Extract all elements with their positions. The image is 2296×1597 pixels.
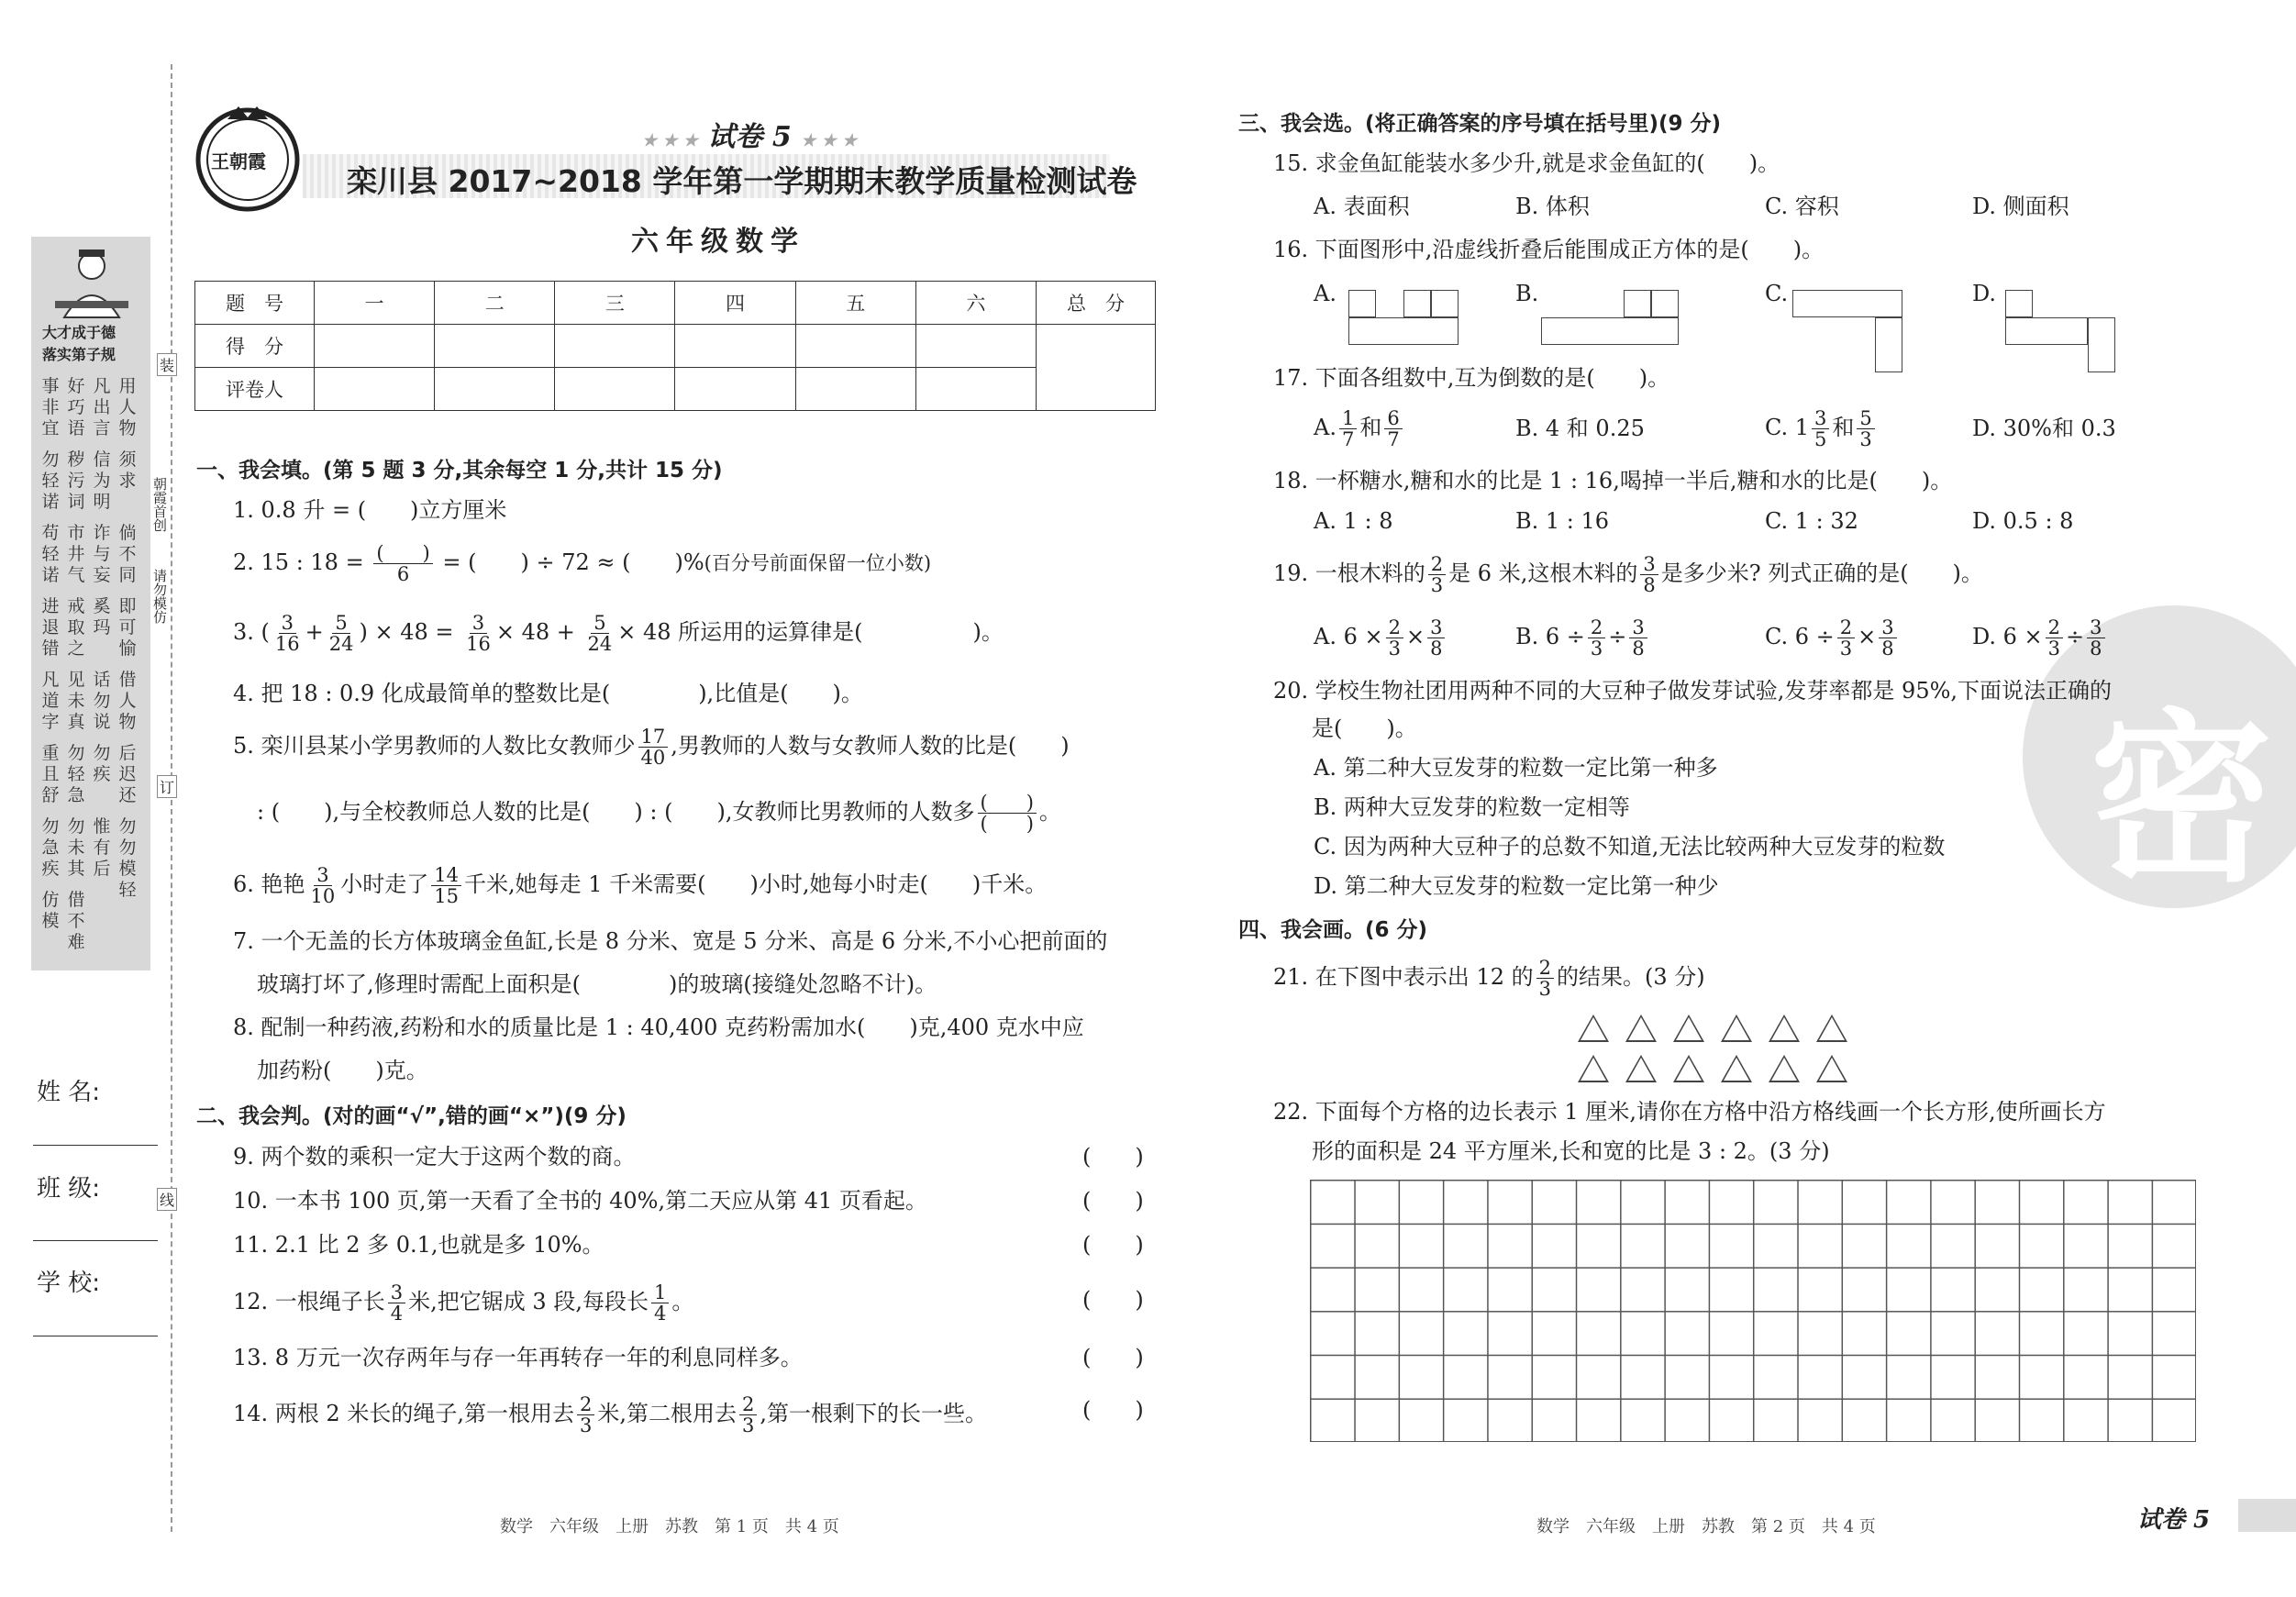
- fraction: [577, 1394, 594, 1436]
- numerator: 3: [279, 613, 296, 634]
- q3-text: +: [305, 619, 324, 645]
- question-13: 13. 8 万元一次存两年与存一年再转存一年的利息同样多。: [233, 1345, 803, 1370]
- numerator: 3: [470, 613, 487, 634]
- answer-blank-10[interactable]: ( ): [1082, 1188, 1144, 1214]
- fraction: [651, 1282, 669, 1324]
- question-8-cont: 加药粉( )克。: [257, 1058, 428, 1083]
- numerator: 2: [1386, 617, 1403, 638]
- triangle-shape[interactable]: [1721, 1055, 1752, 1082]
- sidebar-verse-column: 勿未其: [67, 816, 85, 879]
- numerator: 3: [2087, 617, 2104, 638]
- denominator: 3: [1538, 978, 1551, 1000]
- section-1-title: 一、我会填。(第 5 题 3 分,其余每空 1 分,共计 15 分): [196, 459, 723, 482]
- numerator: 6: [1384, 408, 1402, 429]
- q18-option-b[interactable]: B. 1 : 16: [1515, 508, 1610, 534]
- numerator: 2: [1588, 617, 1605, 638]
- question-11: 11. 2.1 比 2 多 0.1,也就是多 10%。: [233, 1232, 605, 1258]
- triangle-shape[interactable]: [1625, 1055, 1657, 1082]
- q12-text: 12. 一根绳子长: [233, 1289, 385, 1314]
- question-3: [233, 613, 1004, 654]
- denominator: 40: [640, 747, 666, 769]
- sidebar-verse-column: 凡出言: [93, 376, 111, 438]
- numerator: 5: [332, 613, 349, 634]
- question-7-cont: 玻璃打坏了,修理时需配上面积是( )的玻璃(接缝处忽略不计)。: [257, 971, 937, 997]
- sidebar-verse-column: 后迟还: [118, 743, 137, 805]
- sidebar-verse-column: 借不难: [67, 890, 85, 952]
- q5-text: 5. 栾川县某小学男教师的人数比女教师少: [233, 733, 636, 759]
- seal-mark-2: 订: [157, 775, 177, 798]
- q20-option-c[interactable]: C. 因为两种大豆种子的总数不知道,无法比较两种大豆发芽的粒数: [1314, 834, 1946, 859]
- question-7: 7. 一个无盖的长方体玻璃金鱼缸,长是 8 分米、宽是 5 分米、高是 6 分米,不小心把前面的: [233, 928, 1108, 954]
- q19-option-c[interactable]: [1765, 617, 1900, 659]
- denominator: 6: [396, 563, 410, 585]
- question-14: [233, 1394, 987, 1436]
- question-22: 22. 下面每个方格的边长表示 1 厘米,请你在方格中沿方格线画一个长方形,使所画长方: [1273, 1099, 2106, 1125]
- denominator: 8: [1881, 638, 1894, 660]
- class-field[interactable]: [33, 1240, 158, 1241]
- sidebar-verse-column: 奚玛: [93, 596, 111, 638]
- numerator: 3: [1879, 617, 1896, 638]
- denominator: 7: [1341, 428, 1355, 450]
- fraction: [1879, 617, 1896, 659]
- grader-cell[interactable]: [435, 368, 555, 411]
- series-label: ★ ★ ★ 试卷 5 ★ ★ ★: [642, 121, 858, 153]
- question-9: 9. 两个数的乘积一定大于这两个数的商。: [233, 1144, 636, 1170]
- section-4-title: 四、我会画。(6 分): [1238, 918, 1428, 942]
- sidebar-verse-column: 勿勿模轻: [118, 816, 137, 900]
- q12-text: 米,把它锯成 3 段,每段长: [408, 1289, 649, 1314]
- q17-option-b[interactable]: B. 4 和 0.25: [1515, 416, 1645, 441]
- sidebar-verse-column: 好巧语: [67, 376, 85, 438]
- q5-text: 。: [1038, 799, 1061, 825]
- opt-label: D. 6 ×: [1972, 624, 2043, 649]
- score-head: 总 分: [1037, 282, 1156, 325]
- q2-text-a: 2. 15 : 18 =: [233, 549, 364, 575]
- name-label: 姓 名:: [37, 1079, 101, 1106]
- question-10: 10. 一本书 100 页,第一天看了全书的 40%,第二天应从第 41 页看起。: [233, 1188, 927, 1214]
- fraction: [585, 613, 616, 654]
- sidebar-verse-column: 重且舒: [41, 743, 60, 805]
- triangle-shape[interactable]: [1578, 1015, 1609, 1042]
- sidebar-verse-column: 勿疾: [93, 743, 111, 784]
- q20-option-a[interactable]: A. 第二种大豆发芽的粒数一定比第一种多: [1314, 755, 1718, 781]
- q20-option-d[interactable]: D. 第二种大豆发芽的粒数一定比第一种少: [1314, 873, 1719, 899]
- q6-text: 千米,她每走 1 千米需要( )小时,她每小时走( )千米。: [464, 871, 1048, 897]
- q21-text: 的结果。(3 分): [1556, 964, 1705, 990]
- opt-op: ÷: [1608, 624, 1627, 649]
- subject-title: 六年级数学: [631, 226, 805, 258]
- q16-option-c[interactable]: C.: [1765, 281, 1789, 306]
- seal-mark-3: 线: [157, 1188, 177, 1211]
- denominator: 4: [653, 1303, 667, 1325]
- denominator: 4: [390, 1303, 404, 1325]
- question-2: [233, 543, 931, 584]
- total-score-cell[interactable]: [1037, 325, 1156, 411]
- q15-option-b[interactable]: B. 体积: [1515, 194, 1590, 219]
- opt-label: A. 6 ×: [1314, 624, 1383, 649]
- grader-cell[interactable]: [795, 368, 915, 411]
- q19-text: 是 6 米,这根木料的: [1448, 560, 1638, 586]
- q3-text: 3. (: [233, 619, 270, 645]
- sidebar-verse-column: 秽污词: [67, 449, 85, 512]
- numerator: 3: [1427, 617, 1445, 638]
- footer-right: 数学 六年级 上册 苏教 第 2 页 共 4 页: [1536, 1517, 1876, 1536]
- answer-blank-14[interactable]: ( ): [1082, 1397, 1144, 1423]
- numerator: 14: [431, 865, 461, 886]
- q3-text: ) × 48 =: [359, 619, 454, 645]
- denominator: 3: [1430, 574, 1444, 596]
- denominator: 3: [1590, 638, 1603, 660]
- question-17: 17. 下面各组数中,互为倒数的是( )。: [1273, 365, 1670, 391]
- denominator: 3: [1859, 428, 1872, 450]
- section-3-title: 三、我会选。(将正确答案的序号填在括号里)(9 分): [1238, 112, 1722, 136]
- opt-op: ÷: [2066, 624, 2085, 649]
- q18-option-a[interactable]: A. 1 : 8: [1314, 508, 1393, 534]
- fraction: [308, 865, 338, 906]
- q17-a-label: A.: [1314, 415, 1337, 440]
- triangle-shape[interactable]: [1769, 1015, 1800, 1042]
- opt-op: ×: [1858, 624, 1877, 649]
- fraction: [327, 613, 357, 654]
- sidebar-figure: [46, 246, 138, 319]
- q19-text: 19. 一根木料的: [1273, 560, 1425, 586]
- sidebar-verse-column: 勿轻诺: [41, 449, 60, 512]
- denominator: 8: [1632, 638, 1645, 660]
- q15-option-c[interactable]: C. 容积: [1765, 194, 1839, 219]
- triangle-shape[interactable]: [1578, 1055, 1609, 1082]
- q14-text: 米,第二根用去: [597, 1401, 737, 1426]
- denominator: 8: [1430, 638, 1443, 660]
- q21-text: 21. 在下图中表示出 12 的: [1273, 964, 1534, 990]
- fraction: [1640, 554, 1658, 595]
- numerator: ( ): [978, 793, 1037, 814]
- fraction: [1588, 617, 1605, 659]
- score-row-label: 得 分: [195, 325, 315, 368]
- question-22-cont: 形的面积是 24 平方厘米,长和宽的比是 3 : 2。(3 分): [1312, 1138, 1830, 1164]
- sidebar-verse-column: 勿轻急: [67, 743, 85, 805]
- numerator: 3: [388, 1282, 405, 1303]
- answer-blank-11[interactable]: ( ): [1082, 1232, 1144, 1258]
- seal-mark-1: 装: [157, 353, 177, 376]
- score-head: 六: [915, 282, 1036, 325]
- numerator: 2: [1536, 958, 1554, 979]
- sidebar-verse-column: 见未真: [67, 670, 85, 732]
- exam-title: 栾川县 2017~2018 学年第一学期期末教学质量检测试卷: [347, 163, 1137, 199]
- q16-option-d[interactable]: D.: [1972, 281, 1997, 306]
- triangle-row-2: [1578, 1055, 1864, 1088]
- q2-fraction: [373, 543, 432, 584]
- series-text: 试卷 5: [707, 121, 792, 153]
- triangle-shape[interactable]: [1673, 1055, 1704, 1082]
- score-cell[interactable]: [915, 325, 1036, 368]
- watermark-text: 密: [2090, 693, 2274, 907]
- question-21: [1273, 958, 1705, 999]
- grader-cell[interactable]: [555, 368, 675, 411]
- side-note-1: 朝霞首创: [151, 477, 168, 532]
- denominator: 5: [1814, 428, 1827, 450]
- q17-option-a[interactable]: [1314, 408, 1405, 449]
- sidebar-verse-column: 诈与妄: [93, 523, 111, 585]
- score-cell[interactable]: [435, 325, 555, 368]
- fraction: [978, 793, 1037, 834]
- q6-text: 小时走了: [340, 871, 429, 897]
- opt-op: ×: [1405, 624, 1425, 649]
- denominator: 8: [1643, 574, 1656, 596]
- fraction: [1427, 617, 1445, 659]
- sidebar-verse-column: 话勿说: [93, 670, 111, 732]
- denominator: ( ): [980, 813, 1034, 835]
- q3-text: × 48 所运用的运算律是( )。: [617, 619, 1004, 645]
- grader-cell[interactable]: [315, 368, 435, 411]
- sidebar-verse-column: 倘不同: [118, 523, 137, 585]
- sidebar-verse-column: 苟轻诺: [41, 523, 60, 585]
- triangle-shape[interactable]: [1721, 1015, 1752, 1042]
- fraction: [1629, 617, 1647, 659]
- section-2-title: 二、我会判。(对的画“√”,错的画“×”)(9 分): [196, 1104, 627, 1128]
- question-15: 15. 求金鱼缸能装水多少升,就是求金鱼缸的( )。: [1273, 150, 1780, 176]
- q5-text: : ( ),与全校教师总人数的比是( ) : ( ),女教师比男教师的人数多: [257, 799, 975, 825]
- q2-text-c: (百分号前面保留一位小数): [704, 552, 932, 574]
- denominator: 16: [274, 633, 300, 655]
- q19-option-a[interactable]: [1314, 617, 1447, 659]
- sidebar-verse-column: 借人物: [118, 670, 137, 732]
- q17-option-d[interactable]: D. 30%和 0.3: [1972, 416, 2116, 441]
- fraction: [1386, 617, 1403, 659]
- q16-option-b[interactable]: B.: [1515, 281, 1539, 306]
- opt-label: C. 6 ÷: [1765, 624, 1835, 649]
- question-1: 1. 0.8 升 = ( )立方厘米: [233, 497, 507, 523]
- numerator: 3: [1640, 554, 1658, 575]
- numerator: 1: [651, 1282, 669, 1303]
- q19-text: 是多少米? 列式正确的是( )。: [1660, 560, 1983, 586]
- q17-and: 和: [1832, 415, 1855, 440]
- sidebar-verse-column: 进退错: [41, 596, 60, 659]
- name-field[interactable]: [33, 1145, 158, 1146]
- denominator: 16: [466, 633, 491, 655]
- q19-option-d[interactable]: [1972, 617, 2108, 659]
- sidebar-verse-column: 即可愉: [118, 596, 137, 659]
- score-cell[interactable]: [795, 325, 915, 368]
- q17-option-c[interactable]: [1765, 408, 1878, 449]
- score-table: [194, 281, 1156, 411]
- question-5-cont: [257, 793, 1061, 834]
- question-20: 20. 学校生物社团用两种不同的大豆种子做发芽试验,发芽率都是 95%,下面说法正确的: [1273, 678, 2113, 704]
- q15-option-a[interactable]: A. 表面积: [1314, 194, 1410, 219]
- fraction: [2087, 617, 2104, 659]
- q12-text: 。: [671, 1289, 694, 1314]
- footer-badge: 试卷 5: [2137, 1506, 2211, 1534]
- score-head: 二: [435, 282, 555, 325]
- question-8: 8. 配制一种药液,药粉和水的质量比是 1 : 40,400 克药粉需加水( )克,400 克水中应: [233, 1015, 1084, 1040]
- denominator: 24: [587, 633, 613, 655]
- question-16: 16. 下面图形中,沿虚线折叠后能围成正方体的是( )。: [1273, 237, 1825, 262]
- fraction: [1536, 958, 1554, 999]
- question-4: 4. 把 18 : 0.9 化成最简单的整数比是( ),比值是( )。: [233, 681, 863, 706]
- numerator: 2: [577, 1394, 594, 1415]
- q17-and: 和: [1359, 415, 1382, 440]
- answer-blank-9[interactable]: ( ): [1082, 1144, 1144, 1170]
- numerator: 5: [1857, 408, 1874, 429]
- fraction: [463, 613, 494, 654]
- grader-cell[interactable]: [915, 368, 1036, 411]
- q18-option-d[interactable]: D. 0.5 : 8: [1972, 508, 2074, 534]
- denominator: 3: [2047, 638, 2061, 660]
- triangle-shape[interactable]: [1816, 1015, 1847, 1042]
- fraction: [739, 1394, 757, 1436]
- denominator: 3: [741, 1414, 755, 1436]
- answer-blank-13[interactable]: ( ): [1082, 1345, 1144, 1370]
- numerator: 2: [1837, 617, 1855, 638]
- numerator: 3: [1629, 617, 1647, 638]
- score-head: 一: [315, 282, 435, 325]
- fraction: [1384, 408, 1402, 449]
- sidebar-verse-column: 信为明: [93, 449, 111, 512]
- score-head: 题 号: [195, 282, 315, 325]
- q20-option-b[interactable]: B. 两种大豆发芽的粒数一定相等: [1314, 794, 1630, 820]
- q6-text: 6. 艳艳: [233, 871, 305, 897]
- triangle-shape[interactable]: [1673, 1015, 1704, 1042]
- numerator: 1: [1339, 408, 1357, 429]
- class-label: 班 级:: [37, 1175, 101, 1203]
- fraction: [1339, 408, 1357, 449]
- school-label: 学 校:: [37, 1270, 101, 1297]
- grader-row-label: 评卷人: [195, 368, 315, 411]
- fraction: [1837, 617, 1855, 659]
- question-18: 18. 一杯糖水,糖和水的比是 1 : 16,喝掉一半后,糖和水的比是( )。: [1273, 468, 1953, 494]
- q16-option-a[interactable]: A.: [1314, 281, 1337, 306]
- question-12: [233, 1282, 693, 1324]
- denominator: 3: [1388, 638, 1401, 660]
- q5-text: ,男教师的人数与女教师人数的比是( ): [671, 733, 1070, 759]
- logo-text: 王朝霞: [211, 150, 266, 172]
- sidebar-verse-column: 用人物: [118, 376, 137, 438]
- side-note-2: 请勿模仿: [151, 569, 168, 624]
- q2-text-b: = ( ) ÷ 72 ≈ ( )%: [442, 549, 704, 575]
- denominator: 3: [1839, 638, 1853, 660]
- sidebar-verse-column: 惟有后: [93, 816, 111, 879]
- score-head: 五: [795, 282, 915, 325]
- score-head: 四: [675, 282, 795, 325]
- numerator: 3: [314, 865, 331, 886]
- answer-blank-12[interactable]: ( ): [1082, 1287, 1144, 1313]
- q15-option-d[interactable]: D. 侧面积: [1972, 194, 2069, 219]
- denominator: 15: [434, 885, 459, 907]
- score-cell[interactable]: [315, 325, 435, 368]
- footer-left: 数学 六年级 上册 苏教 第 1 页 共 4 页: [500, 1517, 839, 1536]
- fraction: [1428, 554, 1446, 595]
- sidebar-verse-column: 勿急疾: [41, 816, 60, 879]
- numerator: 2: [2046, 617, 2063, 638]
- sidebar-verse-column: 须求: [118, 449, 137, 491]
- sidebar-motto-2: 落实第子规: [42, 346, 116, 363]
- q19-option-b[interactable]: [1515, 617, 1650, 659]
- numerator: 2: [1428, 554, 1446, 575]
- numerator: 3: [1812, 408, 1829, 429]
- denominator: 3: [579, 1414, 593, 1436]
- q18-option-c[interactable]: C. 1 : 32: [1765, 508, 1858, 534]
- triangle-row-1: [1578, 1015, 1864, 1048]
- score-cell[interactable]: [675, 325, 795, 368]
- numerator: ( ): [373, 543, 432, 564]
- denominator: 24: [328, 633, 354, 655]
- fraction: [431, 865, 461, 906]
- binding-line: [171, 64, 172, 1532]
- opt-label: B. 6 ÷: [1515, 624, 1585, 649]
- triangle-shape[interactable]: [1625, 1015, 1657, 1042]
- question-6: [233, 865, 1047, 906]
- q17-c-label: C. 1: [1765, 415, 1810, 440]
- numerator: 5: [591, 613, 608, 634]
- sidebar-motto-1: 大才成于德: [42, 324, 116, 341]
- triangle-shape[interactable]: [1769, 1055, 1800, 1082]
- fraction: [638, 726, 669, 768]
- numerator: 17: [638, 726, 669, 748]
- fraction: [272, 613, 303, 654]
- sidebar-verse-column: 市井气: [67, 523, 85, 585]
- denominator: 8: [2090, 638, 2102, 660]
- numerator: 2: [739, 1394, 757, 1415]
- denominator: 7: [1387, 428, 1400, 450]
- q14-text: 14. 两根 2 米长的绳子,第一根用去: [233, 1401, 574, 1426]
- sidebar-verse-column: 事非宜: [41, 376, 60, 438]
- denominator: 10: [310, 885, 336, 907]
- drawing-grid[interactable]: [1310, 1180, 2196, 1442]
- sidebar-verse-column: 仿模: [41, 890, 60, 931]
- fraction: [2046, 617, 2063, 659]
- fraction: [388, 1282, 405, 1324]
- score-head: 三: [555, 282, 675, 325]
- fraction: [1857, 408, 1874, 449]
- q3-text: × 48 +: [495, 619, 575, 645]
- question-5: [233, 726, 1070, 768]
- sidebar-verse-column: 戒取之: [67, 596, 85, 659]
- footer-badge-bar: [2238, 1499, 2296, 1532]
- grader-cell[interactable]: [675, 368, 795, 411]
- score-cell[interactable]: [555, 325, 675, 368]
- question-19: [1273, 554, 1983, 595]
- sidebar-verse-column: 凡道字: [41, 670, 60, 732]
- fraction: [1812, 408, 1829, 449]
- q14-text: ,第一根剩下的长一些。: [760, 1401, 987, 1426]
- triangle-shape[interactable]: [1816, 1055, 1847, 1082]
- question-20-cont: 是( )。: [1312, 715, 1417, 741]
